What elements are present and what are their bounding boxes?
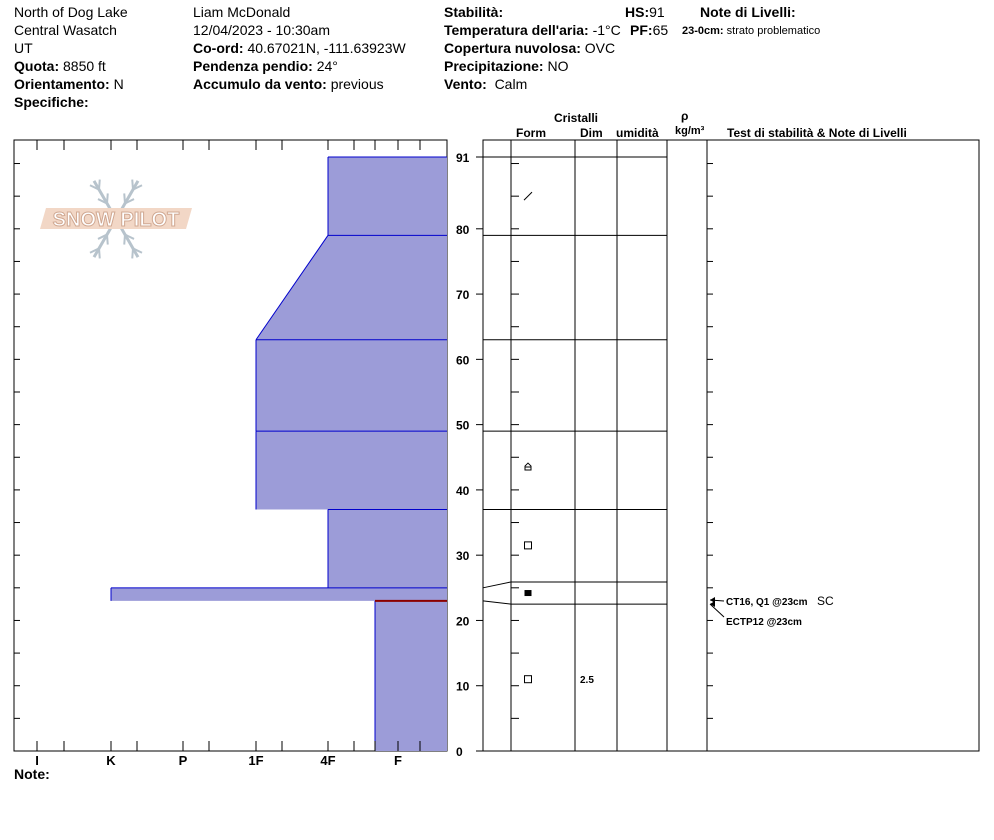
logo-flake-branch <box>124 235 125 245</box>
elevation-label: Quota: <box>14 58 60 74</box>
logo-flake-branch <box>107 235 108 245</box>
stability-test-fracture-0: SC <box>817 594 834 608</box>
stability-test-1: ECTP12 @23cm <box>726 617 802 628</box>
state: UT <box>14 40 33 56</box>
layer-notes-label: Note di Livelli: <box>700 4 796 20</box>
observer: Liam McDonald <box>193 4 291 20</box>
hardness-layer-4 <box>328 509 447 587</box>
air-temp-value: -1°C <box>592 22 621 38</box>
crystals-header: Cristalli <box>554 111 599 125</box>
datetime: 12/04/2023 - 10:30am <box>193 22 330 38</box>
wind-label: Vento: <box>444 76 487 92</box>
hardness-label-P: P <box>178 753 188 768</box>
depth-tick-label: 20 <box>456 614 470 629</box>
layer-note-depth: 23-0cm: <box>682 25 724 37</box>
density-unit-header: kg/m³ <box>675 125 705 137</box>
hardness-layer-6 <box>375 601 447 751</box>
coord-label: Co-ord: <box>193 40 244 56</box>
hardness-label-F: F <box>394 753 402 768</box>
wind-loading-value: previous <box>330 76 384 92</box>
rho-header: ρ <box>681 109 689 123</box>
depth-tick-label: 0 <box>456 745 463 759</box>
depth-tick-label: 91 <box>456 151 470 165</box>
slope-value: 24° <box>316 58 338 74</box>
moisture-header: umidità <box>616 126 659 140</box>
layer-table-frame <box>483 140 979 751</box>
hardness-layer-0 <box>328 157 447 235</box>
specifics-label: Specifiche: <box>14 94 89 110</box>
cloud-label: Copertura nuvolosa: <box>444 40 581 56</box>
logo-flake-branch <box>107 193 108 203</box>
hardness-layer-3 <box>256 431 447 509</box>
depth-tick-label: 60 <box>456 353 470 368</box>
logo-text: SNOW PILOT <box>52 209 180 231</box>
cloud-value: OVC <box>584 40 616 56</box>
coord-value: 40.67021N, -111.63923W <box>247 40 406 56</box>
table-connector-6 <box>483 601 511 604</box>
pf-label: PF: <box>630 22 653 38</box>
form-symbol-slash <box>524 192 532 200</box>
logo-flake-branch <box>99 180 100 190</box>
crystal-size-value: 2.5 <box>580 675 594 687</box>
form-symbol-faceted <box>525 463 531 470</box>
stability-test-0: CT16, Q1 @23cm <box>726 597 808 608</box>
slope-label: Pendenza pendio: <box>193 58 313 74</box>
depth-tick-label: 50 <box>456 418 470 433</box>
location: North of Dog Lake <box>14 4 128 20</box>
tests-header: Test di stabilità & Note di Livelli <box>727 126 907 140</box>
logo-flake-branch <box>99 248 100 258</box>
stability-label: Stabilità: <box>444 4 504 20</box>
form-symbol-open-square <box>525 542 532 549</box>
hs-value: 91 <box>649 4 665 20</box>
depth-tick-label: 80 <box>456 222 470 237</box>
precip-value: NO <box>547 58 569 74</box>
precip-label: Precipitazione: <box>444 58 544 74</box>
depth-tick-label: 40 <box>456 483 470 498</box>
hardness-label-1F: 1F <box>248 753 264 768</box>
wind-value: Calm <box>494 76 528 92</box>
form-symbol-filled-square <box>525 590 532 596</box>
hardness-layer-1 <box>256 235 447 339</box>
logo-flake-branch <box>132 248 133 258</box>
form-symbol-open-square <box>525 676 532 683</box>
depth-tick-label: 10 <box>456 679 470 694</box>
logo-flake-branch <box>132 180 133 190</box>
wind-loading-label: Accumulo da vento: <box>193 76 327 92</box>
hardness-layer-5 <box>111 588 447 601</box>
form-header: Form <box>516 126 546 140</box>
table-connector-5 <box>483 582 511 588</box>
depth-tick-label: 70 <box>456 288 470 303</box>
snowpilot-logo <box>40 180 192 259</box>
elevation-value: 8850 ft <box>63 58 106 74</box>
size-header: Dim <box>580 126 603 140</box>
aspect-value: N <box>113 76 124 92</box>
logo-flake-branch <box>124 193 125 203</box>
notes-label: Note: <box>14 766 50 782</box>
test-arrow-line-1 <box>710 604 724 617</box>
hardness-label-4F: 4F <box>320 753 336 768</box>
air-temp-label: Temperatura dell'aria: <box>444 22 589 38</box>
pf-value: 65 <box>652 22 669 38</box>
depth-tick-label: 30 <box>456 549 470 564</box>
hardness-label-I: I <box>35 753 39 768</box>
aspect-label: Orientamento: <box>14 76 110 92</box>
range: Central Wasatch <box>14 22 117 38</box>
hardness-layer-2 <box>256 340 447 431</box>
layer-note-text: strato problematico <box>726 25 821 37</box>
hs-label: HS: <box>625 4 650 20</box>
hardness-label-K: K <box>106 753 116 768</box>
